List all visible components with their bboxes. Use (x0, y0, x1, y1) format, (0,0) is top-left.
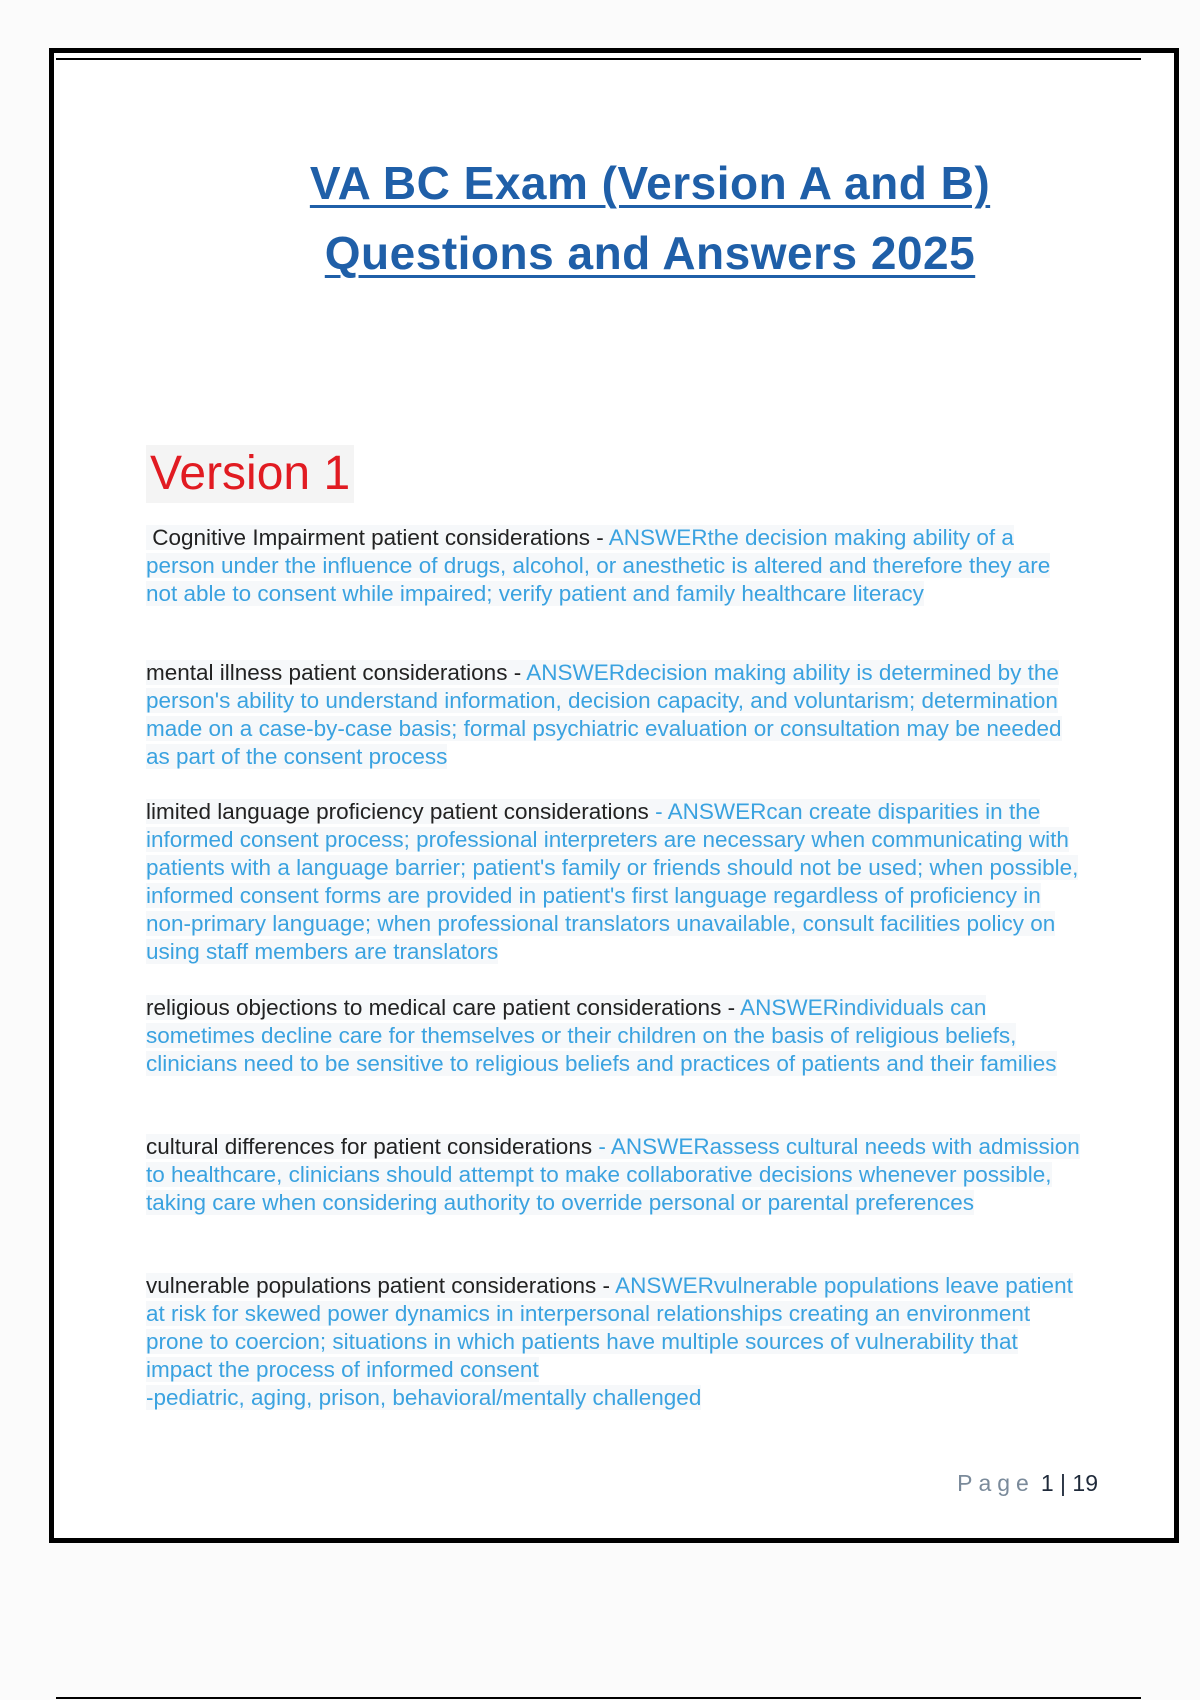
qa-entry (146, 994, 1086, 1078)
qa-entry (146, 1133, 1086, 1217)
total-pages: 19 (1072, 1470, 1098, 1496)
qa-question: vulnerable populations patient considerations - (146, 1273, 616, 1298)
qa-entry (146, 524, 1086, 608)
page-number: 1 (1040, 1470, 1054, 1496)
qa-answer: - ANSWERcan create disparities in the informed consent process; professional interpreters are necessary when communicating with patients with a language barrier; patient's family or friends should not be used; when possible, informed consent forms are provided in patient's first language regardless of proficiency in non-primary language; when professional translators unavailable, consult facilities policy on using staff members are translators (146, 799, 1079, 964)
qa-question: cultural differences for patient considerations (146, 1134, 599, 1159)
qa-answer: ANSWERthe decision making ability of a person under the influence of drugs, alcohol, or anesthetic is altered and therefore they are not able to consent while impaired; verify patient and family healthcare literacy (146, 525, 1051, 606)
qa-question: limited language proficiency patient considerations (146, 799, 656, 824)
qa-answer-extra: -pediatric, aging, prison, behavioral/mentally challenged (146, 1385, 702, 1410)
bottom-rule (56, 1697, 1141, 1699)
qa-entry (146, 659, 1086, 771)
qa-answer: ANSWERindividuals can sometimes decline care for themselves or their children on the basis of religious beliefs, clinicians need to be sensitive to religious beliefs and practices of patients and their families (146, 995, 1057, 1076)
version-heading: Version 1 (146, 445, 354, 503)
qa-question: religious objections to medical care patient considerations - (146, 995, 741, 1020)
qa-answer: ANSWERdecision making ability is determined by the person's ability to understand information, decision capacity, and voluntarism; determination made on a case-by-case basis; formal psychiatric evaluation or consultation may be needed as part of the consent process (146, 660, 1062, 769)
page-separator: | (1053, 1470, 1073, 1496)
qa-answer: - ANSWERassess cultural needs with admission to healthcare, clinicians should attempt to make collaborative decisions whenever possible, taking care when considering authority to override personal or parental preferences (146, 1134, 1080, 1215)
page-footer (957, 1470, 1098, 1497)
document-title (150, 148, 1150, 288)
qa-entry (146, 1272, 1086, 1412)
page-word: Page (957, 1470, 1035, 1496)
top-rule (56, 58, 1141, 60)
qa-question: Cognitive Impairment patient considerations - (152, 525, 609, 550)
title-line-1: VA BC Exam (Version A and B) (309, 157, 991, 209)
qa-answer: ANSWERvulnerable populations leave patient at risk for skewed power dynamics in interpersonal relationships creating an environment prone to coercion; situations in which patients have multiple sources of vulnerability that impact the process of informed consent (146, 1273, 1073, 1382)
qa-question: mental illness patient considerations - (146, 660, 527, 685)
qa-entry (146, 798, 1086, 966)
title-line-2: Questions and Answers 2025 (324, 227, 976, 279)
